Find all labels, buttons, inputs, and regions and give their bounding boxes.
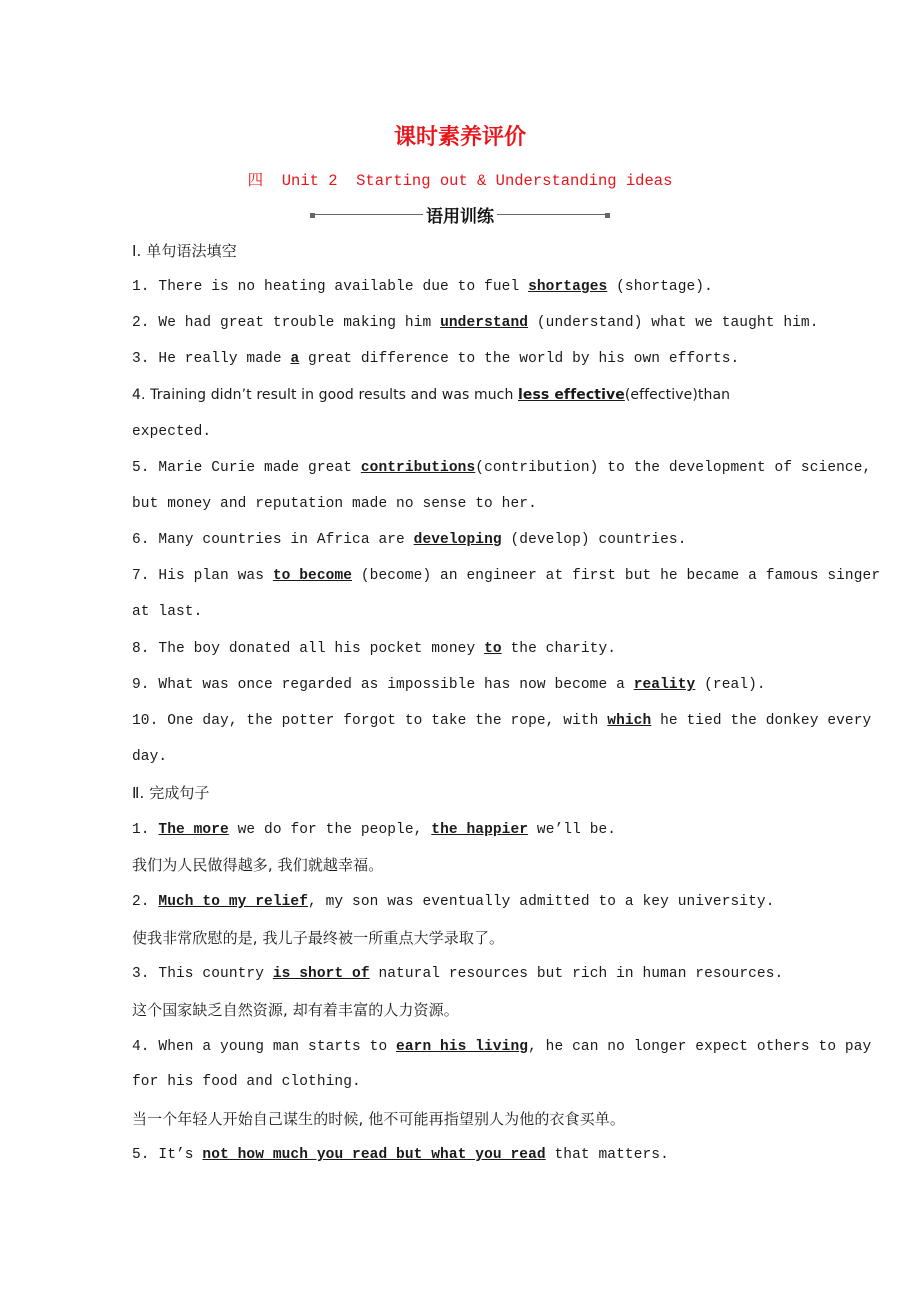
sentence-2: 2. Much to my relief, my son was eventually admitted to a key university. <box>132 894 775 910</box>
answer: is short of <box>272 966 370 982</box>
question-6: 6. Many countries in Africa are developing (develop) countries. <box>132 532 687 548</box>
section-2-heading: Ⅱ. 完成句子 <box>132 784 210 802</box>
answer: which <box>607 713 652 729</box>
sentence-5: 5. It’s not how much you read but what you read that matters. <box>132 1147 669 1163</box>
question-5: 5. Marie Curie made great contributions(contribution) to the development of science, <box>132 460 872 476</box>
question-8: 8. The boy donated all his pocket money to the charity. <box>132 641 617 657</box>
answer: developing <box>413 532 502 548</box>
sentence-1: 1. The more we do for the people, the happier we’ll be. <box>132 822 617 838</box>
answer: reality <box>633 677 696 693</box>
question-7-cont: at last. <box>132 604 203 620</box>
answer: The more <box>158 822 229 838</box>
banner-rule-right <box>497 214 610 215</box>
answer: a <box>290 351 300 367</box>
answer: to <box>484 641 502 657</box>
answer: less effective <box>518 387 625 403</box>
question-3: 3. He really made a great difference to the world by his own efforts. <box>132 351 740 367</box>
answer: shortages <box>528 279 608 295</box>
question-2: 2. We had great trouble making him understand (understand) what we taught him. <box>132 315 819 331</box>
question-5-cont: but money and reputation made no sense to her. <box>132 496 537 512</box>
answer: earn his living <box>396 1039 529 1055</box>
sentence-4-translation: 当一个年轻人开始自己谋生的时候, 他不可能再指望别人为他的衣食买单。 <box>132 1110 625 1128</box>
question-4-cont: expected. <box>132 424 212 440</box>
page-title: 课时素养评价 <box>393 125 526 150</box>
sentence-2-translation: 使我非常欣慰的是, 我儿子最终被一所重点大学录取了。 <box>132 929 505 947</box>
sentence-4-cont: for his food and clothing. <box>132 1074 361 1090</box>
question-1: 1. There is no heating available due to fuel shortages (shortage). <box>132 279 713 295</box>
answer: not how much you read but what you read <box>202 1147 546 1163</box>
sentence-4: 4. When a young man starts to earn his living, he can no longer expect others to pay <box>132 1039 872 1055</box>
banner-rule-left <box>310 214 423 215</box>
answer: to become <box>272 568 353 584</box>
sentence-1-translation: 我们为人民做得越多, 我们就越幸福。 <box>132 856 384 874</box>
answer: contributions <box>360 460 476 476</box>
question-10-cont: day. <box>132 749 168 765</box>
unit-subtitle: 四 Unit 2 Starting out & Understanding ideas <box>247 172 673 190</box>
answer: Much to my relief <box>158 894 309 910</box>
section-1-heading: Ⅰ. 单句语法填空 <box>132 242 237 260</box>
question-10: 10. One day, the potter forgot to take the rope, with which he tied the donkey every <box>132 713 872 729</box>
answer: understand <box>440 315 529 331</box>
banner-label: 语用训练 <box>426 206 494 227</box>
section-banner <box>310 201 610 227</box>
question-9: 9. What was once regarded as impossible has now become a reality (real). <box>132 677 766 693</box>
answer: the happier <box>431 822 529 838</box>
question-7: 7. His plan was to become (become) an engineer at first but he became a famous singer <box>132 568 881 584</box>
question-4: 4. Training didn’t result in good results and was much less effective(effective)than <box>132 387 731 403</box>
sentence-3: 3. This country is short of natural resources but rich in human resources. <box>132 966 784 982</box>
sentence-3-translation: 这个国家缺乏自然资源, 却有着丰富的人力资源。 <box>132 1001 459 1019</box>
